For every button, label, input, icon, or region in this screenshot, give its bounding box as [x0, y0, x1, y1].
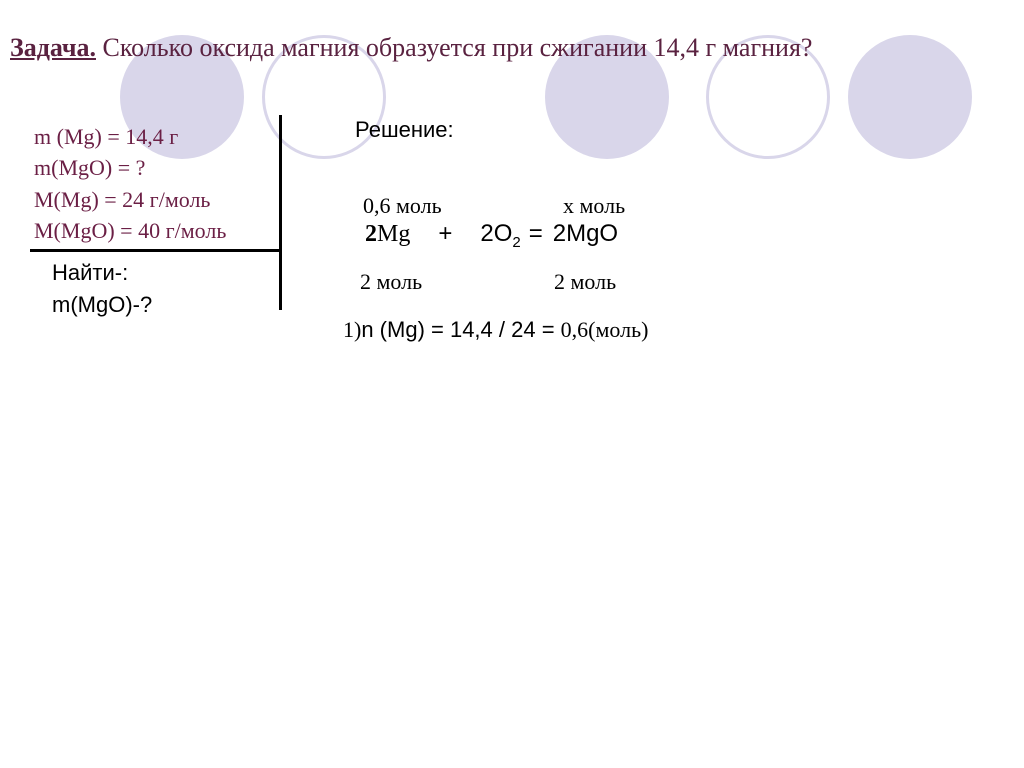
step-1-result: 0,6(моль) — [560, 317, 649, 342]
given-line-2: m(MgO) = ? — [34, 155, 146, 180]
plus-sign: + — [438, 220, 453, 247]
step-1-number: 1) — [343, 317, 362, 342]
given-line-1: m (Mg) = 14,4 г — [34, 124, 179, 149]
mg-stoich-label: 2 моль — [360, 269, 423, 294]
vertical-divider — [279, 115, 282, 310]
horizontal-divider — [30, 249, 282, 252]
equals-sign: = — [528, 220, 543, 247]
find-value: m(MgO)-? — [52, 292, 153, 317]
given-line-3: M(Mg) = 24 г/моль — [34, 187, 211, 212]
task-label: Задача. — [10, 33, 96, 62]
decor-circle-5 — [848, 35, 972, 159]
mg-formula: Mg — [377, 221, 411, 247]
task-text: Сколько оксида магния образуется при сжигании 14,4 г магния? — [96, 33, 813, 62]
task-title — [10, 33, 812, 63]
find-label: Найти-: — [52, 260, 129, 285]
step-1-formula: n (Mg) = 14,4 / 24 = — [361, 317, 561, 342]
given-line-4: M(MgO) = 40 г/моль — [34, 218, 227, 243]
mgo-moles-label: х моль — [563, 193, 626, 218]
step-1-calculation — [343, 317, 648, 343]
solution-heading: Решение: — [355, 117, 454, 142]
mgo-stoich-label: 2 моль — [554, 269, 617, 294]
mg-coefficient: 2 — [365, 221, 377, 247]
product-formula: 2MgO — [552, 220, 619, 247]
oxygen-formula: $2O_2$ — [480, 220, 521, 251]
reaction-equation — [365, 220, 618, 251]
mg-moles-label: 0,6 моль — [363, 193, 442, 218]
